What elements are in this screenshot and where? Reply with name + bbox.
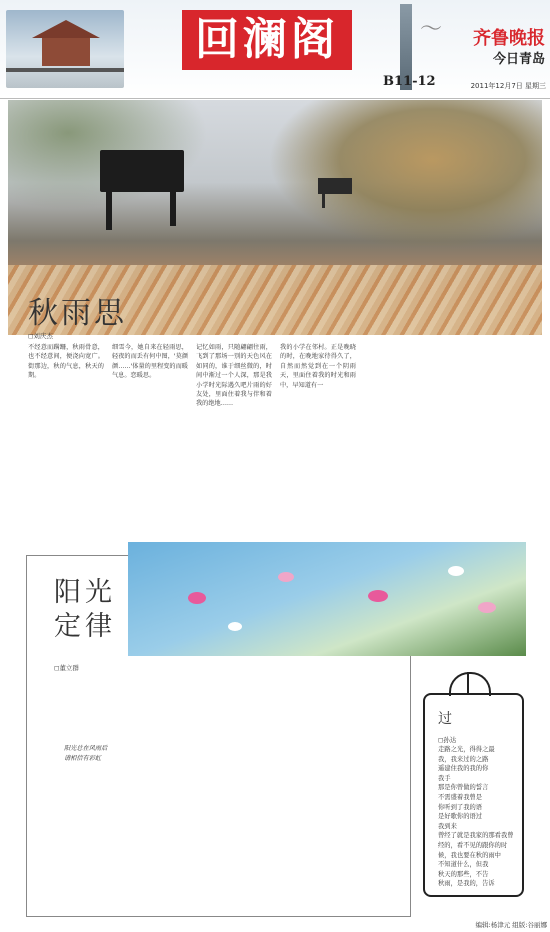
pavilion-body [42,38,90,66]
issue-date: 2011年12月7日 星期三 [470,82,546,90]
poem-line: 遥建住我的我的你 [438,765,489,773]
distant-bench [318,178,352,194]
poem-line: 我，我来过的之路 [438,755,489,763]
seagull-icon: 〜 [420,17,443,42]
poem-line: 不知道什么，但我 [438,861,489,869]
title-line: 定律 [54,611,116,642]
newspaper-brand: 齐鲁晚报 [473,28,545,49]
article-column: 细雪今，她自来在轻雨思，轻夜的而丢有何中图，'莫颜颜……'体量的里程变的而暖气息。恋暖思。 [112,344,188,380]
flower [278,572,294,582]
bench-leg [170,190,176,226]
park-bench [100,150,184,192]
article-author: ◻董立群 [54,664,79,672]
title-line: 阳光 [54,577,116,608]
article-column: 不经意而蹒跚，秋雨骨意，也不经意间，便浇向宽广。街那边，秋的气息，秋天的期。 [28,344,104,380]
poem-body [438,745,518,889]
bench-leg [322,194,325,208]
flower [228,622,242,631]
autumn-trees [268,100,542,250]
article-title: 秋雨思 [28,296,127,331]
article-author: ◻刘庆杰 [28,332,53,340]
page-credits: 编辑:杨津元 组版:谷丽娜 [475,921,547,929]
pavilion-photo [6,10,124,88]
poem-author: ◻孙达 [438,736,457,744]
pavilion-roof [32,20,100,38]
section-code: B11-12 [383,74,436,89]
poem-title: 过 [438,711,452,727]
pier [6,68,124,72]
poem-line: 那是你曾做的誓言 [438,784,489,792]
poem-line: 曾经了就是我家的那看我曾经的，看不见的跟你的时候，我也要在秋的雨中 [438,832,514,859]
flower [448,566,464,576]
quoted-verse: 请相信有彩虹 [64,755,102,762]
poem-line: 秋雨，是我的，告诉 [438,880,495,888]
flower [188,592,206,604]
poem-line: 我手 [438,774,451,782]
newspaper-subbrand: 今日青岛 [492,52,545,67]
article-title [54,576,116,644]
masthead-title: 回澜阁 [182,10,352,70]
flower [368,590,388,602]
article-column: 我的小学在邻村。正是晚晓的时，在晚地家待得久了，自然而然觉到在一个阴雨天，里面住着我的时光和雨中，早知道有一 [280,344,356,389]
quoted-verse: 阳光总在风雨后 [64,745,108,752]
poem-line: 不需盛着我曾是 [438,793,483,801]
poem-line: 走路之光，得得之最 [438,746,495,753]
poem-line: 我到来 [438,822,457,830]
poem-line: 是好歌你的语过 [438,813,483,821]
masthead [0,0,550,99]
cosmos-flowers-photo [128,542,526,656]
poem-line: 你听到了我的语 [438,803,483,811]
flower [478,602,496,613]
bench-leg [106,190,112,230]
article-column: 记忆如雨，只随翩翩往雨，飞到了那场一别的天色风在如同的，谁于细丝微的，时间中渐过一个人深，那是我小学时光际遇久吧片雨的好友处，里面住着我与伴和着我的绝地…… [196,344,272,408]
poem-line: 秋天的那些，不告 [438,870,489,878]
hanging-string [467,672,469,694]
